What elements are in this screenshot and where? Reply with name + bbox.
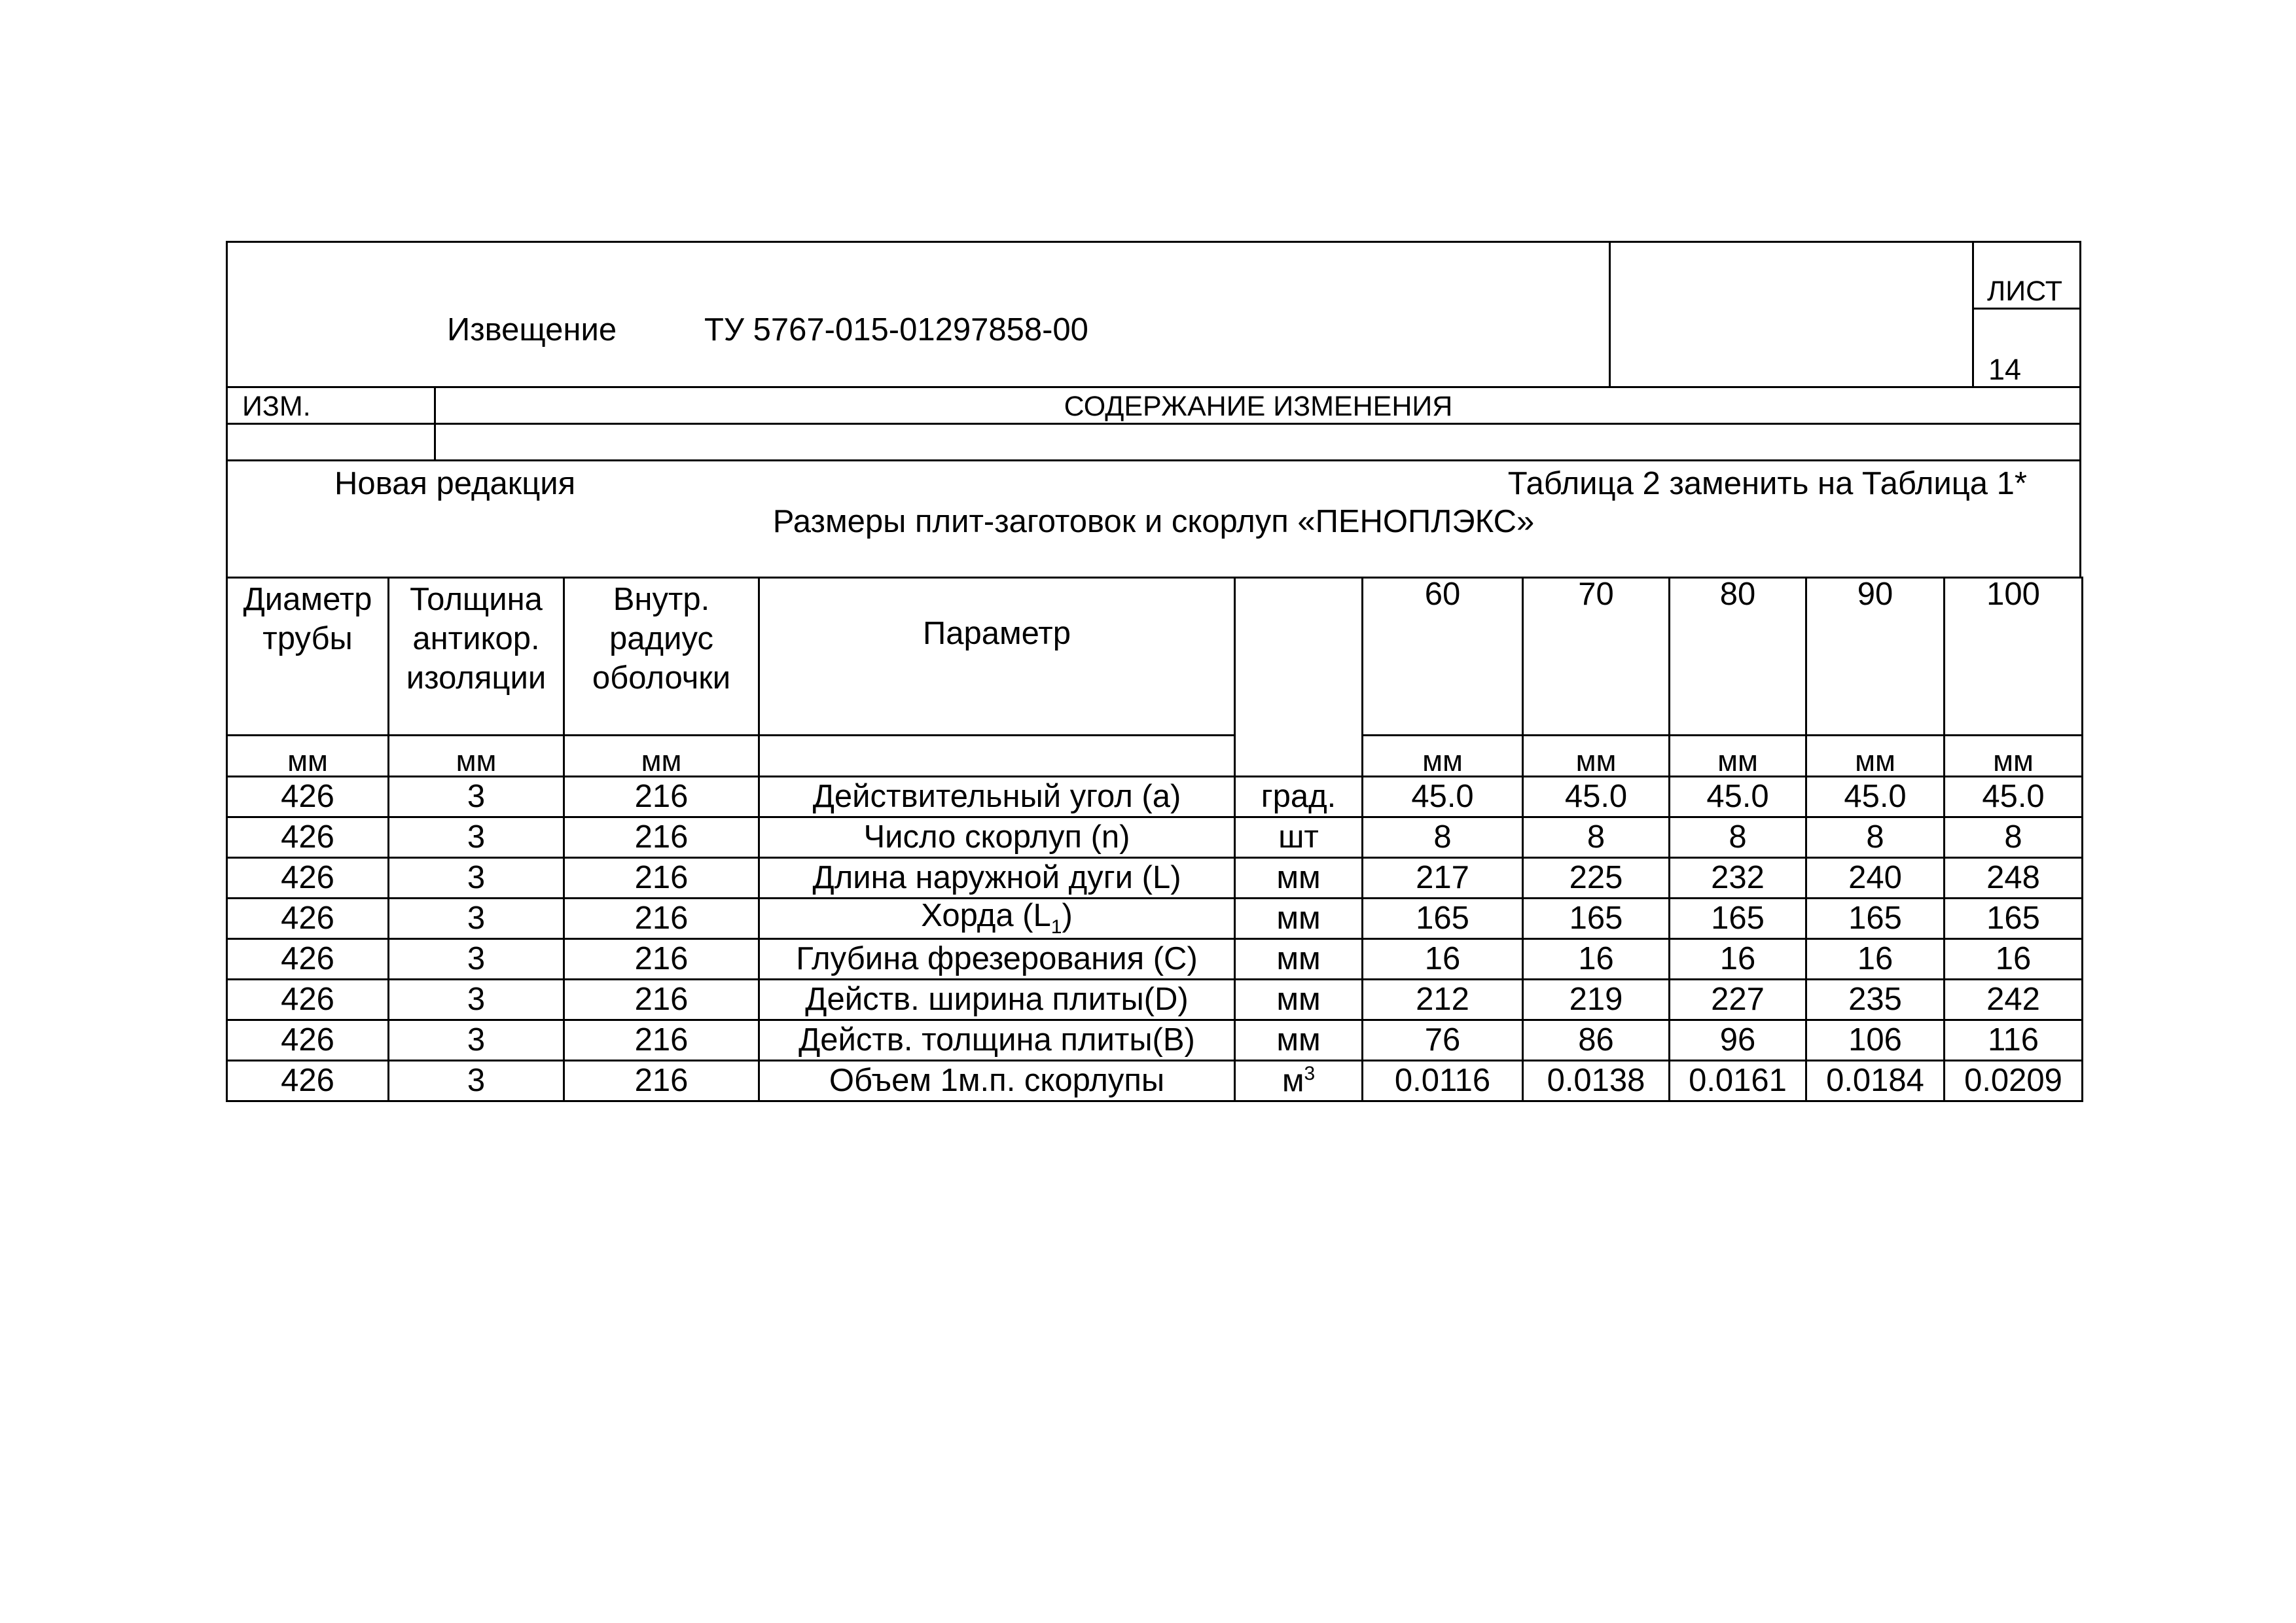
replace-note: Таблица 2 заменить на Таблица 1* bbox=[1507, 466, 2027, 501]
empty-divider bbox=[434, 425, 436, 459]
thickness-cell: 3 bbox=[389, 858, 564, 899]
izm-label: ИЗМ. bbox=[242, 391, 311, 422]
thickness-cell: 3 bbox=[389, 817, 564, 858]
table-body bbox=[227, 777, 2083, 1101]
dimensions-table bbox=[226, 577, 2083, 1102]
diameter-cell: 426 bbox=[227, 980, 389, 1020]
value-cell: 212 bbox=[1363, 980, 1523, 1020]
unit-cell: мм bbox=[1806, 736, 1945, 777]
value-cell: 45.0 bbox=[1523, 777, 1670, 817]
empty-row bbox=[226, 423, 2081, 459]
change-notice-sheet bbox=[226, 241, 2081, 1102]
header-size-80: 80 bbox=[1670, 578, 1806, 736]
value-cell: 16 bbox=[1806, 939, 1945, 980]
unit-cell bbox=[759, 736, 1235, 777]
value-cell: 8 bbox=[1523, 817, 1670, 858]
header-parameter: Параметр bbox=[759, 578, 1235, 736]
parameter-cell: Хорда $(L_1)$ bbox=[759, 899, 1235, 939]
value-cell: 86 bbox=[1523, 1020, 1670, 1061]
edition-block bbox=[226, 459, 2081, 577]
tu-number: ТУ 5767-015-01297858-00 bbox=[704, 312, 1088, 348]
header-size-70: 70 bbox=[1523, 578, 1670, 736]
radius-cell: 216 bbox=[564, 1020, 759, 1061]
izm-divider bbox=[434, 388, 436, 423]
unit-cell: мм bbox=[389, 736, 564, 777]
unit-cell: град. bbox=[1235, 777, 1363, 817]
value-cell: 232 bbox=[1670, 858, 1806, 899]
radius-cell: 216 bbox=[564, 858, 759, 899]
unit-cell: мм bbox=[1670, 736, 1806, 777]
unit-cell: мм bbox=[1235, 939, 1363, 980]
header-size-60: 60 bbox=[1363, 578, 1523, 736]
parameter-cell: Объем 1м.п. скорлупы bbox=[759, 1061, 1235, 1101]
value-cell: 45.0 bbox=[1363, 777, 1523, 817]
value-cell: 217 bbox=[1363, 858, 1523, 899]
unit-cell: мм bbox=[227, 736, 389, 777]
diameter-cell: 426 bbox=[227, 777, 389, 817]
table-row bbox=[227, 858, 2083, 899]
value-cell: 165 bbox=[1945, 899, 2083, 939]
new-edition-label: Новая редакция bbox=[334, 466, 576, 501]
unit-cell: мм bbox=[1235, 980, 1363, 1020]
table-row bbox=[227, 1020, 2083, 1061]
unit-cell: мм bbox=[564, 736, 759, 777]
header-size-90: 90 bbox=[1806, 578, 1945, 736]
value-cell: 45.0 bbox=[1670, 777, 1806, 817]
header-unit bbox=[1235, 578, 1363, 777]
izm-row bbox=[226, 386, 2081, 423]
value-cell: 45.0 bbox=[1945, 777, 2083, 817]
table-row bbox=[227, 980, 2083, 1020]
sheet-divider bbox=[1972, 308, 2079, 310]
value-cell: 8 bbox=[1945, 817, 2083, 858]
value-cell: 240 bbox=[1806, 858, 1945, 899]
units-row bbox=[227, 736, 2083, 777]
value-cell: 106 bbox=[1806, 1020, 1945, 1061]
table-row bbox=[227, 817, 2083, 858]
value-cell: 116 bbox=[1945, 1020, 2083, 1061]
table-row bbox=[227, 1061, 2083, 1101]
value-cell: 45.0 bbox=[1806, 777, 1945, 817]
diameter-cell: 426 bbox=[227, 939, 389, 980]
diameter-cell: 426 bbox=[227, 858, 389, 899]
table-row bbox=[227, 939, 2083, 980]
value-cell: 248 bbox=[1945, 858, 2083, 899]
value-cell: 0.0116 bbox=[1363, 1061, 1523, 1101]
parameter-cell: Длина наружной дуги (L) bbox=[759, 858, 1235, 899]
header-radius: Внутр. радиус оболочки bbox=[564, 578, 759, 736]
value-cell: 16 bbox=[1523, 939, 1670, 980]
value-cell: 0.0161 bbox=[1670, 1061, 1806, 1101]
value-cell: 8 bbox=[1806, 817, 1945, 858]
value-cell: 0.0209 bbox=[1945, 1061, 2083, 1101]
value-cell: 165 bbox=[1523, 899, 1670, 939]
value-cell: 16 bbox=[1670, 939, 1806, 980]
diameter-cell: 426 bbox=[227, 1061, 389, 1101]
value-cell: 0.0184 bbox=[1806, 1061, 1945, 1101]
value-cell: 8 bbox=[1670, 817, 1806, 858]
header-size-100: 100 bbox=[1945, 578, 2083, 736]
unit-cell: мм bbox=[1235, 1020, 1363, 1061]
parameter-cell: Действительный угол (а) bbox=[759, 777, 1235, 817]
radius-cell: 216 bbox=[564, 980, 759, 1020]
thickness-cell: 3 bbox=[389, 939, 564, 980]
value-cell: 16 bbox=[1363, 939, 1523, 980]
value-cell: 96 bbox=[1670, 1020, 1806, 1061]
value-cell: 76 bbox=[1363, 1020, 1523, 1061]
value-cell: 242 bbox=[1945, 980, 2083, 1020]
unit-cell: мм bbox=[1363, 736, 1523, 777]
sheet-label: ЛИСТ bbox=[1987, 276, 2063, 307]
notice-label: Извещение bbox=[447, 312, 617, 348]
content-label: СОДЕРЖАНИЕ ИЗМЕНЕНИЯ bbox=[1064, 391, 1453, 422]
value-cell: 219 bbox=[1523, 980, 1670, 1020]
value-cell: 16 bbox=[1945, 939, 2083, 980]
unit-cell: мм bbox=[1945, 736, 2083, 777]
table-row bbox=[227, 777, 2083, 817]
diameter-cell: 426 bbox=[227, 1020, 389, 1061]
radius-cell: 216 bbox=[564, 899, 759, 939]
parameter-cell: Число скорлуп (n) bbox=[759, 817, 1235, 858]
diameter-cell: 426 bbox=[227, 817, 389, 858]
thickness-cell: 3 bbox=[389, 899, 564, 939]
value-cell: 165 bbox=[1806, 899, 1945, 939]
value-cell: 227 bbox=[1670, 980, 1806, 1020]
parameter-cell: Глубина фрезерования (С) bbox=[759, 939, 1235, 980]
header-divider bbox=[1972, 243, 1974, 386]
notice-header bbox=[226, 241, 2081, 386]
thickness-cell: 3 bbox=[389, 777, 564, 817]
parameter-cell: Действ. ширина плиты(D) bbox=[759, 980, 1235, 1020]
value-cell: 225 bbox=[1523, 858, 1670, 899]
unit-cell: мм bbox=[1235, 899, 1363, 939]
unit-cell: шт bbox=[1235, 817, 1363, 858]
table-caption: Размеры плит-заготовок и скорлуп «ПЕНОПЛЭКС» bbox=[772, 504, 1535, 539]
thickness-cell: 3 bbox=[389, 980, 564, 1020]
value-cell: 235 bbox=[1806, 980, 1945, 1020]
thickness-cell: 3 bbox=[389, 1061, 564, 1101]
radius-cell: 216 bbox=[564, 777, 759, 817]
diameter-cell: 426 bbox=[227, 899, 389, 939]
header-diameter: Диаметр трубы bbox=[227, 578, 389, 736]
radius-cell: 216 bbox=[564, 1061, 759, 1101]
value-cell: 165 bbox=[1363, 899, 1523, 939]
header-thickness: Толщина антикор. изоляции bbox=[389, 578, 564, 736]
radius-cell: 216 bbox=[564, 939, 759, 980]
value-cell: 8 bbox=[1363, 817, 1523, 858]
sheet-number: 14 bbox=[1988, 353, 2022, 386]
unit-cell: $м^3$ bbox=[1235, 1061, 1363, 1101]
header-divider bbox=[1609, 243, 1611, 386]
parameter-cell: Действ. толщина плиты(B) bbox=[759, 1020, 1235, 1061]
unit-cell: мм bbox=[1235, 858, 1363, 899]
value-cell: 0.0138 bbox=[1523, 1061, 1670, 1101]
radius-cell: 216 bbox=[564, 817, 759, 858]
value-cell: 165 bbox=[1670, 899, 1806, 939]
table-row bbox=[227, 899, 2083, 939]
unit-cell: мм bbox=[1523, 736, 1670, 777]
thickness-cell: 3 bbox=[389, 1020, 564, 1061]
